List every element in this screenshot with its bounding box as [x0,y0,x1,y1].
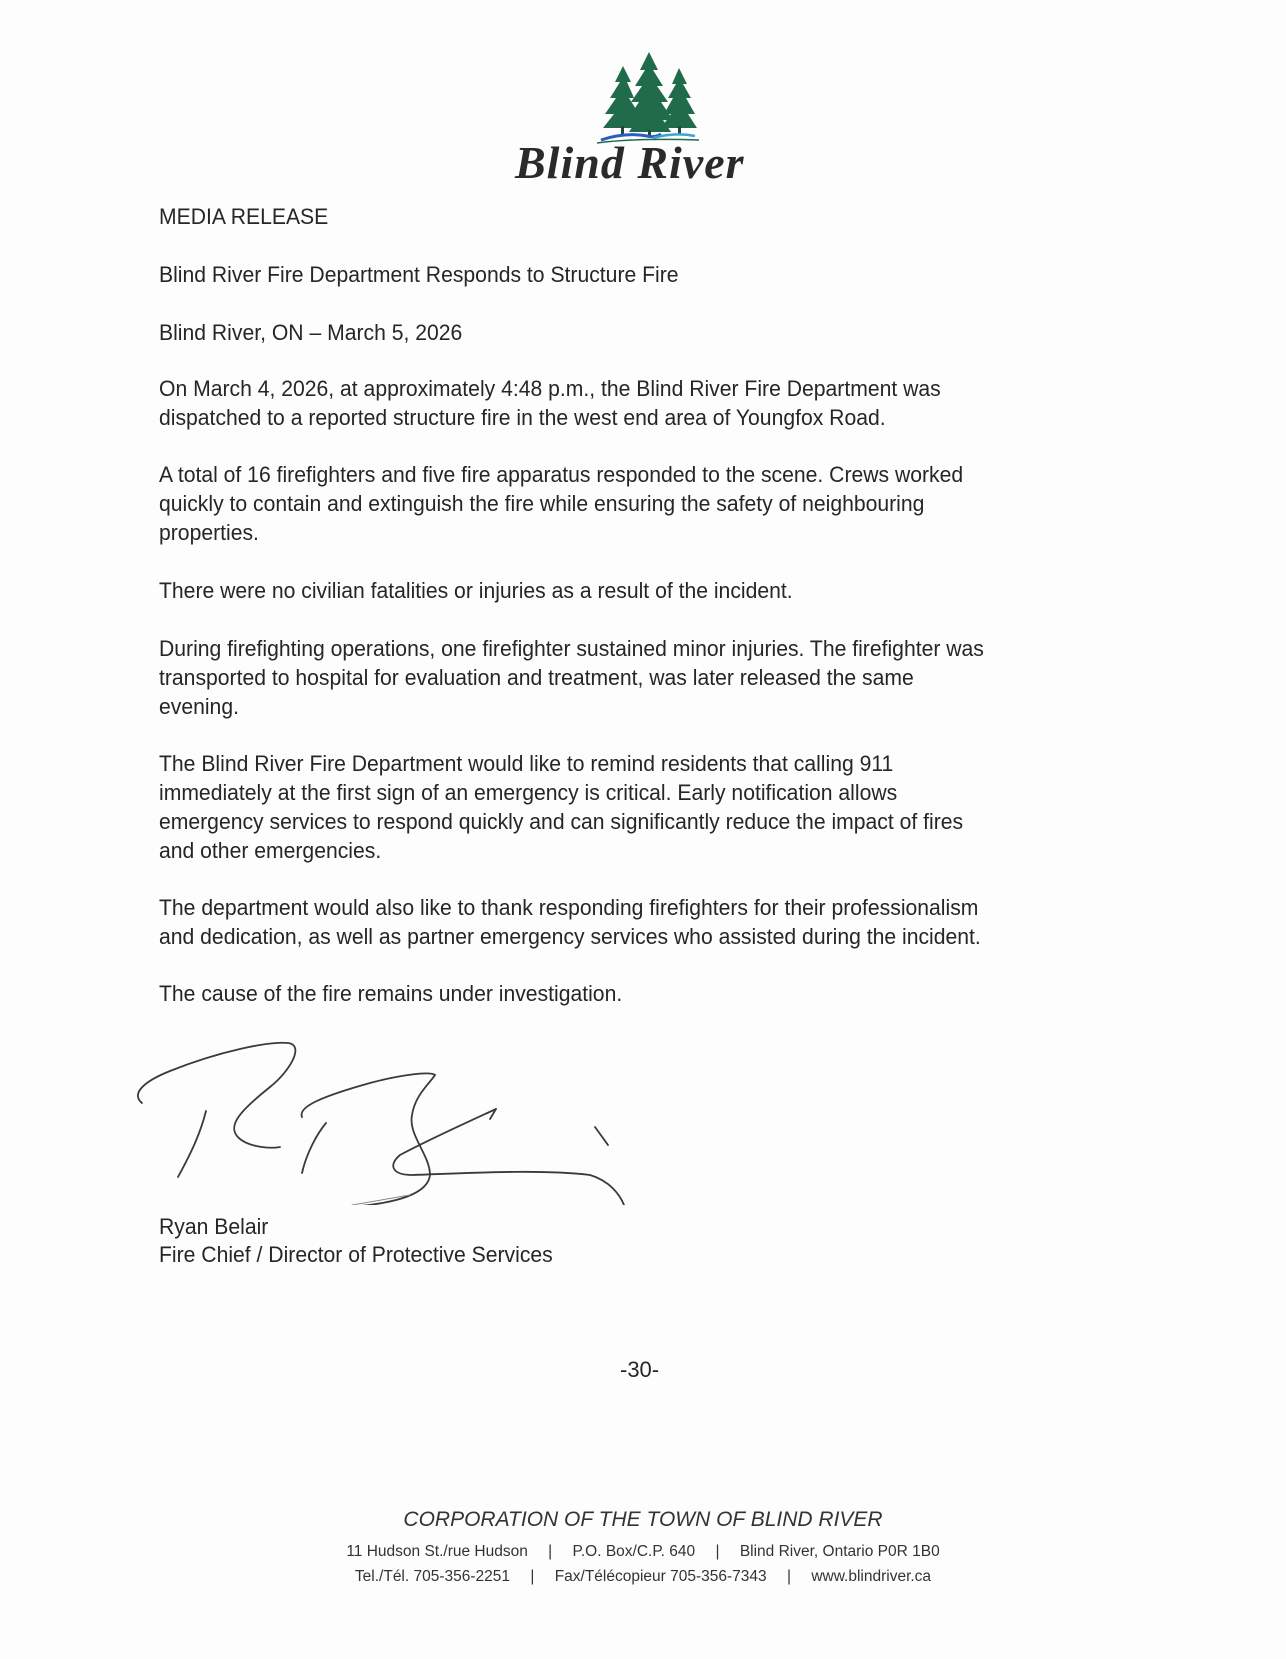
paragraph-line: The Blind River Fire Department would like to remind residents that calling 911 [159,751,894,776]
paragraph-line: The cause of the fire remains under investigation. [159,981,623,1006]
paragraph-line: dispatched to a reported structure fire in the west end area of Youngfox Road. [159,405,886,430]
paragraph-line: The department would also like to thank responding firefighters for their professionalism [159,895,979,920]
end-of-release-mark: -30- [620,1357,660,1382]
footer-website-link[interactable]: www.blindriver.ca [811,1568,932,1585]
logo-wordmark: Blind River [515,137,745,188]
paragraph-line: During firefighting operations, one firefighter sustained minor injuries. The firefighter was [159,636,984,661]
handwritten-signature [130,1035,650,1205]
footer-city: Blind River, Ontario P0R 1B0 [739,1543,940,1560]
footer-separator: | [715,1543,720,1560]
body-paragraph-5 [159,749,1099,865]
release-label: MEDIA RELEASE [159,204,329,229]
paragraph-line: There were no civilian fatalities or injuries as a result of the incident. [159,578,793,603]
body-paragraph-7 [159,979,1099,1008]
body-paragraph-2 [159,460,1099,547]
footer-phone: Tel./Tél. 705-356-2251 [354,1568,511,1585]
paragraph-line: properties. [159,520,259,545]
paragraph-line: On March 4, 2026, at approximately 4:48 p.m., the Blind River Fire Department was [159,376,941,401]
paragraph-line: quickly to contain and extinguish the fire while ensuring the safety of neighbouring [159,491,925,516]
footer-contact-line [0,1568,1286,1586]
paragraph-line: emergency services to respond quickly and can significantly reduce the impact of fires [159,809,964,834]
body-paragraph-6 [159,893,1099,951]
body-paragraph-4 [159,634,1099,721]
dateline: Blind River, ON – March 5, 2026 [159,320,463,345]
footer-corporation: CORPORATION OF THE TOWN OF BLIND RIVER [403,1508,883,1531]
footer-po-box: P.O. Box/C.P. 640 [572,1543,696,1560]
body-paragraph-1 [159,374,1099,432]
paragraph-line: transported to hospital for evaluation and treatment, was later released the same [159,665,914,690]
blind-river-logo [505,52,795,192]
footer-street: 11 Hudson St./rue Hudson [346,1543,528,1560]
paragraph-line: and other emergencies. [159,838,382,863]
footer-address-line [0,1543,1286,1561]
footer-fax: Fax/Télécopieur 705-356-7343 [554,1568,767,1585]
signatory-name: Ryan Belair [159,1214,269,1239]
paragraph-line: immediately at the first sign of an emergency is critical. Early notification allows [159,780,898,805]
footer-separator: | [786,1568,791,1585]
paragraph-line: A total of 16 firefighters and five fire apparatus responded to the scene. Crews worked [159,462,964,487]
headline: Blind River Fire Department Responds to Structure Fire [159,262,679,287]
footer-separator: | [548,1543,553,1560]
paragraph-line: evening. [159,694,239,719]
pine-trees-logo-icon [595,52,705,144]
signatory-title: Fire Chief / Director of Protective Services [159,1242,553,1267]
footer-separator: | [530,1568,535,1585]
paragraph-line: and dedication, as well as partner emergency services who assisted during the incident. [159,924,981,949]
body-paragraph-3 [159,576,1099,605]
